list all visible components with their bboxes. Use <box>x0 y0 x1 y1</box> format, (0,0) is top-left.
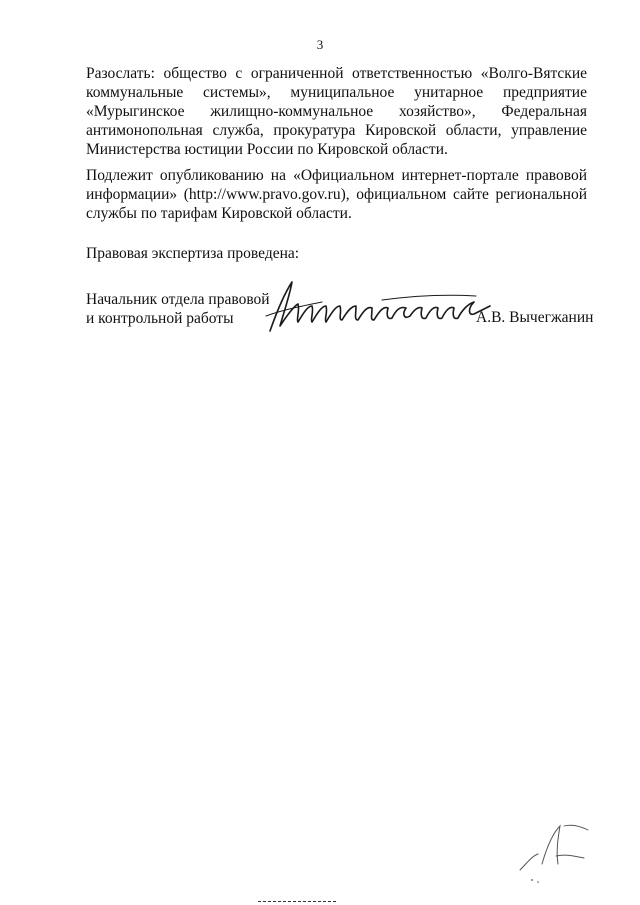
signer-name: А.В. Вычегжанин <box>476 309 594 326</box>
publication-line: Подлежит опубликованию на «Официальном интернет-портале правовой <box>86 167 587 184</box>
distribution-line: «Мурыгинское жилищно-коммунальное хозяйство», Федеральная <box>86 103 587 120</box>
distribution-line: коммунальные системы», муниципальное унитарное предприятие <box>86 84 587 101</box>
distribution-line: антимонопольная служба, прокуратура Кировской области, управление <box>86 122 587 139</box>
signer-title-line: и контрольной работы <box>86 310 234 327</box>
distribution-line: Разослать: общество с ограниченной ответственностью «Волго-Вятские <box>86 65 587 82</box>
publication-line: службы по тарифам Кировской области. <box>86 205 352 222</box>
publication-line: информации» (http://www.pravo.gov.ru), официальном сайте региональной <box>86 186 587 203</box>
distribution-line: Министерства юстиции России по Кировской области. <box>86 141 448 158</box>
signer-title-line: Начальник отдела правовой <box>86 291 270 308</box>
publication-paragraph <box>86 166 587 223</box>
handwritten-initials <box>512 820 592 890</box>
signer-title <box>86 290 270 328</box>
handwritten-signature <box>262 276 492 336</box>
legal-review-note: Правовая экспертиза проведена: <box>86 245 300 262</box>
distribution-paragraph <box>86 64 587 159</box>
bottom-edge-mark <box>258 900 338 903</box>
page-number: 3 <box>316 37 324 52</box>
